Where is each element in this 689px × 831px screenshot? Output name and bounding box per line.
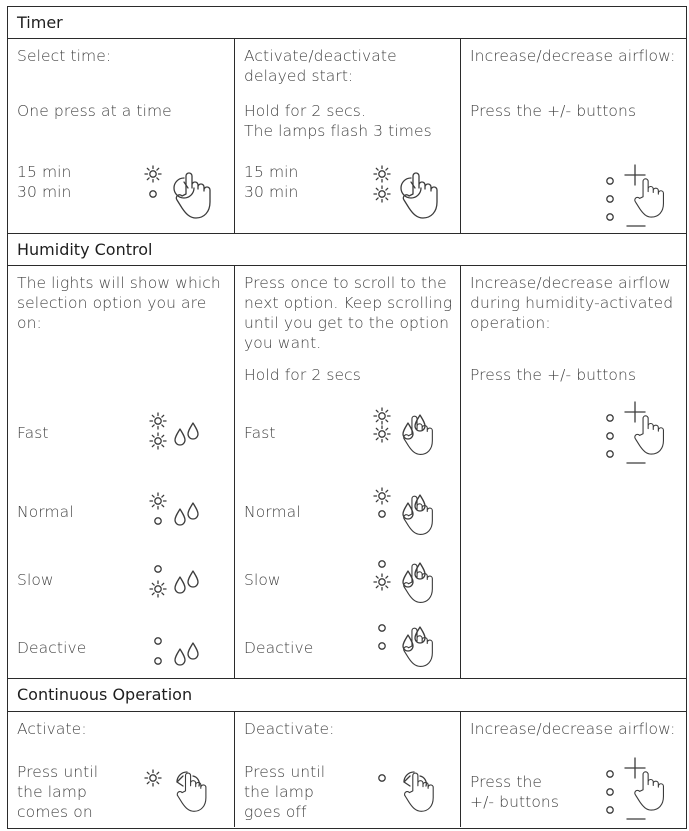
humidity-deactive-press-icon	[372, 618, 447, 678]
timer-delayed-lamps-icon	[372, 164, 452, 224]
humidity-scroll-option-deactive: Deactive	[244, 639, 314, 657]
timer-delayed-start-cell	[235, 39, 461, 233]
humidity-option-fast: Fast	[17, 424, 49, 442]
continuous-activate-icon	[143, 762, 223, 822]
humidity-lights-cell	[8, 266, 235, 678]
timer-airflow-instruction: Press the +/- buttons	[470, 102, 637, 120]
continuous-plus-minus-icon	[598, 754, 678, 824]
continuous-airflow-cell	[461, 712, 688, 827]
timer-select-time-heading: Select time:	[17, 47, 112, 65]
humidity-slow-press-icon	[372, 554, 447, 614]
continuous-deactivate-heading: Deactivate:	[244, 720, 335, 738]
humidity-airflow-instruction: Press the +/- buttons	[470, 366, 637, 384]
humidity-option-normal: Normal	[17, 503, 74, 521]
humidity-scroll-option-fast: Fast	[244, 424, 276, 442]
timer-option-15: 15 min	[17, 163, 72, 181]
section-title-continuous: Continuous Operation	[8, 679, 686, 712]
timer-airflow-heading: Increase/decrease airflow:	[470, 47, 676, 65]
timer-plus-minus-icon	[598, 161, 678, 231]
humidity-row	[8, 266, 686, 679]
humidity-option-slow: Slow	[17, 571, 54, 589]
humidity-normal-indicator-icon	[148, 491, 208, 531]
humidity-plus-minus-icon	[598, 398, 678, 468]
humidity-deactive-indicator-icon	[148, 631, 208, 671]
continuous-activate-heading: Activate:	[17, 720, 87, 738]
humidity-scroll-instruction: Hold for 2 secs	[244, 366, 361, 384]
timer-delayed-start-instruction: Hold for 2 secs. The lamps flash 3 times	[244, 102, 432, 140]
timer-delayed-option-30: 30 min	[244, 183, 299, 201]
humidity-airflow-heading: Increase/decrease airflow during humidity-activated operation:	[470, 274, 674, 332]
continuous-airflow-heading: Increase/decrease airflow:	[470, 720, 676, 738]
humidity-fast-indicator-icon	[148, 411, 208, 451]
continuous-activate-cell	[8, 712, 235, 827]
timer-select-time-instruction: One press at a time	[17, 102, 172, 120]
timer-row	[8, 39, 686, 234]
humidity-option-deactive: Deactive	[17, 639, 87, 657]
humidity-slow-indicator-icon	[148, 559, 208, 599]
timer-select-lamps-icon	[143, 164, 223, 224]
continuous-row	[8, 712, 686, 827]
humidity-scroll-cell	[235, 266, 461, 678]
timer-delayed-start-heading: Activate/deactivate delayed start:	[244, 47, 397, 85]
instruction-table	[7, 6, 687, 829]
timer-airflow-cell	[461, 39, 688, 233]
continuous-airflow-instruction: Press the +/- buttons	[470, 773, 560, 811]
timer-delayed-option-15: 15 min	[244, 163, 299, 181]
humidity-lights-heading: The lights will show which selection option you are on:	[17, 274, 221, 332]
timer-select-time-cell	[8, 39, 235, 233]
humidity-scroll-heading: Press once to scroll to the next option. Keep scrolling until you get to the option you want.	[244, 274, 453, 352]
continuous-deactivate-icon	[372, 762, 452, 822]
humidity-normal-press-icon	[372, 486, 447, 546]
continuous-deactivate-cell	[235, 712, 461, 827]
humidity-fast-press-icon	[372, 406, 447, 466]
continuous-deactivate-instruction: Press until the lamp goes off	[244, 763, 326, 821]
section-title-humidity: Humidity Control	[8, 234, 686, 266]
timer-option-30: 30 min	[17, 183, 72, 201]
section-title-timer: Timer	[8, 7, 686, 39]
humidity-scroll-option-slow: Slow	[244, 571, 281, 589]
continuous-activate-instruction: Press until the lamp comes on	[17, 763, 99, 821]
humidity-airflow-cell	[461, 266, 688, 678]
humidity-scroll-option-normal: Normal	[244, 503, 301, 521]
